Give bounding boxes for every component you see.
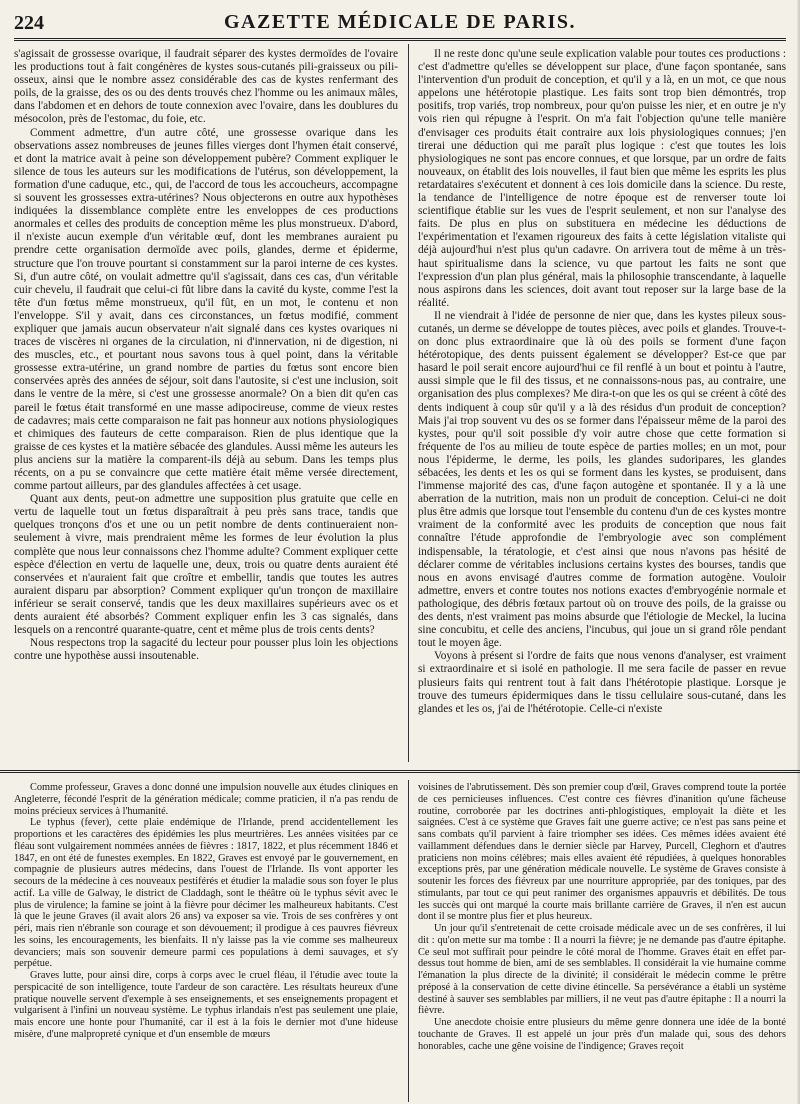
page-header — [14, 10, 786, 38]
header-rule — [14, 38, 786, 41]
paragraph: Voyons à présent si l'ordre de faits que nous venons d'analyser, est vraiment si extraordinaire et si isolé en pathologie. Il me sera facile de passer en revue plusieurs faits qui rentrent tout à fait dans l'hétérotopie plastique. Lorsque je trouve des tumeurs épidermiques dans le tissu cellulaire sous-cutané, dans les glandes et les os, j'ai de l'hétérotopie. Celle-ci n'existe — [418, 650, 786, 715]
paragraph: Une anecdote choisie entre plusieurs du même genre donnera une idée de la bonté touchante de Graves. Il est appelé un jour près d'un malade qui, sous des dehors honorables, cache une gêne voisine de l'indigence; Graves reçoit — [418, 1017, 786, 1052]
paragraph: Nous respectons trop la sagacité du lecteur pour pousser plus loin les objections contre une hypothèse aussi insoutenable. — [14, 637, 398, 663]
paragraph: Comme professeur, Graves a donc donné une impulsion nouvelle aux études cliniques en Angleterre, fécondé l'esprit de la génération médicale; comme praticien, il n'a pas rendu de moins précieux services à l'humanité. — [14, 782, 398, 817]
paragraph: Quant aux dents, peut-on admettre une supposition plus gratuite que celle en vertu de laquelle tout un fœtus disparaîtrait à peu près sans trace, tandis que quelques tronçons d'os et une ou un petit nombre de dents continueraient non-seulement à vivre, mais prendraient même les formes de leur évolution la plus complète que nous leur connaissons chez l'homme adulte? Comment expliquer cette espèce d'élection en vertu de laquelle une, deux, trois ou quatre dents auraient été conservées et n'auraient fait que croître et embellir, tandis que toutes les autres auraient disparu par absorption? Comment expliquer qu'un tronçon de maxillaire inférieur se serait conservé, tandis que les deux maxillaires supérieurs avec os et dents auraient été absorbés? Comment expliquer enfin les 3 cas signalés, dans lesquels on a rencontré quarante-quatre, cent et même plus de trois cents dents? — [14, 493, 398, 637]
paragraph: s'agissait de grossesse ovarique, il faudrait séparer des kystes dermoïdes de l'ovaire les productions tout à fait congénères de kystes sous-cutanés pili-graisseux ou pili-osseux, ainsi que le nombre assez considérable des cas de kystes renfermant des poils, de la graisse, des os ou des dents trouvés chez l'homme ou les animaux mâles, dans l'abdomen et en dehors de toute connexion avec l'ovaire, dans les doublures du mésocolon, près de l'estomac, du foie, etc. — [14, 48, 398, 126]
paragraph: Il ne reste donc qu'une seule explication valable pour toutes ces productions : c'est d'admettre qu'elles se développent sur place, d'une façon spontanée, sans l'intervention d'un produit de conception, et qu'il y a là, en un mot, ce que nous appelons une hétérotopie plastique. Les faits sont trop bien démontrés, trop positifs, trop variés, trop nombreux, pour qu'on puisse les nier, et en outre je n'y vois rien qui répugne à l'esprit. On m'a fait l'objection qu'une telle manière d'envisager ces produits était contraire aux lois physiologiques connues; j'en tirerai une déduction qui me paraît plus logique : c'est que toutes les lois physiologiques ne sont pas encore connues, et que lorsque, par un ordre de faits nouveaux, on établit des lois nouvelles, il faut bien que même les esprits les plus retardataires s'exécutent et donnent à ces lois domicile dans la science. Du reste, la tendance de l'intelligence de notre époque est de renverser toute loi scientifique établie sur les vues de l'esprit seulement, et non sur l'analyse des faits. De plus en plus on substituera en médecine les déductions de l'expérimentation et l'examen rigoureux des faits à cette législation vitaliste qui déjà aujourd'hui n'est plus qu'un cadavre. On arrivera tout de même à un très-haut spiritualisme dans la science, vu que partout les faits ne sont que l'expression d'un plan plus général, mais la philosophie transcendante, à laquelle nous aspirons dans les sciences, doit avant tout reposer sur la large base de la réalité. — [418, 48, 786, 309]
column-divider — [408, 780, 409, 1102]
paragraph: Un jour qu'il s'entretenait de cette croisade médicale avec un de ses confrères, il lui dit : qu'on mette sur ma tombe : Il a nourri la fièvre; je ne demande pas d'autre épitaphe. Ce seul mot suffirait pour peindre le côté moral de l'homme. Graves était en effet par-dessus tout homme de bien, ami de ses semblables. Il considérait la vie humaine comme l'émanation la plus directe de la divinité; il considérait le médecin comme le prêtre préposé à la conservation de cette divine étincelle. Sa persévérance a établi un système destiné à sauver ses semblables par milliers, il ne veut pas d'autre épitaphe : Il a nourri la fièvre. — [418, 923, 786, 1017]
article-column-left — [14, 48, 398, 758]
page-number: 224 — [14, 12, 44, 34]
paragraph: Il ne viendrait à l'idée de personne de nier que, dans les kystes pileux sous-cutanés, un derme se développe de toutes pièces, avec poils et glandes. Trouve-t-on donc plus extraordinaire que là où des poils se forment d'une façon hétérotopique, des dents puissent également se développer? Est-ce que par hasard le poil serait encore aujourd'hui ce fil renflé à un bout et pointu à l'autre, aussi simple que le fil des tissus, et ne connaissons-nous pas, au contraire, une organisation des plus complexes? Me dira-t-on que les os qui se créent à côté des dents indiquent à coup sûr qu'il y a là des résidus d'un produit de conception? Mais j'ai trop souvent vu des os se former dans l'épaisseur même de la paroi des kystes, pour qu'il soit possible d'y voir autre chose que cette formation si fréquente de l'os au milieu de toute espèce de parties molles; en un mot, pour nous l'épiderme, le derme, les poils, les glandes sudoripares, les glandes sébacées, les dents et les os qui se forment dans les kystes, se produisent, dans l'immense majorité des cas, d'une façon autogène et spontanée. Il y a là une aberration de la nutrition, mais non un produit de conception. Celui-ci ne doit plus être admis que lorsque tout l'ensemble du contenu d'un de ces kystes montre vraiment de la conformité avec les produits de conception que nous fait connaître l'étude approfondie de l'embryologie avec son complément indispensable, la tératologie, et c'est ainsi que nous n'avons pas hésité de déclarer comme de véritables inclusions certains kystes des bourses, tandis que nous en avons envisagé d'autres comme de formation autogène. Vouloir admettre, envers et contre toutes nos notions exactes d'embryogénie normale et pathologique, des débris fœtaux partout où on trouve des poils, de la graisse ou des dents, n'est vraiment pas moins absurde que l'étiologie de Meckel, la lucina sine concubitu, et celle des anciens, l'incubus, qui joue un si grand rôle pendant tout le moyen âge. — [418, 309, 786, 650]
paragraph: Comment admettre, d'un autre côté, une grossesse ovarique dans les observations assez nombreuses de jeunes filles vierges dont l'hymen était conservé, et dont la matrice avait à peine son développement pubère? Comment expliquer le silence de tous les auteurs sur les modifications de l'utérus, son développement, la formation d'une caduque, etc., qui, de l'accord de tous les accoucheurs, accompagne si souvent les grossesses extra-utérines? Nous objecterons en outre aux hypothèses indiquées la dissemblance complète entre les enveloppes de ces productions anormales et celles des produits de conception même les plus monstrueux. D'abord, il n'existe aucun exemple d'un véritable œuf, dont les membranes auraient pu prendre cette organisation dermoïde avec poils, glandes, derme et épiderme, structure que l'on trouve pourtant si constamment sur la paroi interne de ces kystes. Si, d'un autre côté, on voulait admettre qu'il s'agissait, dans ces cas, d'un véritable cuir chevelu, il faudrait que celui-ci fût libre dans la cavité du kyste, comme l'est la tête d'un fœtus même monstrueux, qu'il fût, en un mot, le contenu et non l'enveloppe. S'il y avait, dans ces circonstances, un fœtus modifié, comment expliquer que jamais aucun observateur n'ait signalé dans ces kystes ovariques ni traces de viscères ni organes de la circulation, ni d'innervation, ni de digestion, ni des muscles, etc., et pourtant nous savons tous à quel point, dans la véritable grossesse extra-utérine, un grand nombre de parties du fœtus sont encore bien conservées après des années de séjour, soit dans l'autosite, si c'est une inclusion, soit dans le ventre de la mère, si c'est une grossesse anormale? On a bien dit qu'en cas pareil le fœtus était transformé en une masse adipocireuse, comme de vieux restes de cadavres; mais cette comparaison ne fait pas honneur aux notions physiologiques et chimiques des fauteurs de cette comparaison. Rien de plus identique que la graisse de ces kystes et la matière sébacée des glandules. Aussi même les auteurs les plus anciens sur la matière la comparent-ils déjà au sebum. Dans les temps plus récents, on a pu se convaincre que cette matière était même versée directement, comme partout ailleurs, par des glandules affectées à cet usage. — [14, 126, 398, 493]
journal-title: GAZETTE MÉDICALE DE PARIS. — [223, 11, 577, 33]
column-divider — [408, 44, 409, 762]
paragraph: voisines de l'abrutissement. Dès son premier coup d'œil, Graves comprend toute la portée de ces pernicieuses influences. C'est contre ces fièvres d'inanition qu'une fâcheuse routine, corroborée par les doctrines anti-phlogistiques, employait la diète et les saignées. C'est à ce système que Graves fait une guerre active; ce n'est pas sans peine et sans combats qu'il parvient à faire triompher ses idées. Ces mêmes idées avaient été vaillamment défendues dans le dernier siècle par Harvey, Purcell, Cleghorn et d'autres praticiens non moins célèbres; mais elles avaient été répudiées, à quelques honorables exceptions près, par une génération médicale nouvelle. Le système de Graves consiste à soutenir les forces des fiévreux par une nourriture appropriée, par des toniques, par des stimulants, par tout ce qui peut ranimer des organismes appauvris et débilités. De tous les succès qui ont marqué la courte mais brillante carrière de Graves, il n'en est aucun dont il se montre plus fier et plus heureux. — [418, 782, 786, 923]
article-column-right — [418, 48, 786, 758]
feuilleton-column-left — [14, 782, 398, 1100]
feuilleton-rule — [0, 770, 800, 773]
paragraph: Graves lutte, pour ainsi dire, corps à corps avec le cruel fléau, il l'étudie avec toute la perspicacité de son intelligence, toute l'ardeur de son caractère. Les résultats heureux d'une pratique nouvelle servent d'exemple à ses enseignements, et ses enseignements propagent et vulgarisent à l'infini un nouveau système. Le typhus irlandais n'est pas seulement une plaie, mais encore une honte pour l'humanité, car il est à la fois le dernier mot d'une hideuse misère, d'une malpropreté cynique et d'un ensemble de mœurs — [14, 970, 398, 1040]
paragraph: Le typhus (fever), cette plaie endémique de l'Irlande, prend accidentellement les proportions et les caractères des épidémies les plus meurtrières. Les années visitées par ce fléau sont vulgairement nommées années de fièvres : 1817, 1822, et plus récemment 1846 et 1847, en ont été de funestes exemples. En 1822, Graves est envoyé par le gouvernement, en compagnie de plusieurs autres médecins, dans l'ouest de l'Irlande. Ils vont apporter les secours de la médecine à ces nouveaux pestiférés et étudier la maladie sous son foyer le plus actif. La ville de Galway, le district de Claddagh, sont le théâtre où le typhus sévit avec le plus de virulence; la famine se joint à la fièvre pour décimer les malheureux habitants. C'est là que le jeune Graves (il avait alors 26 ans) va exposer sa vie. Trois de ses confrères y ont péri, mais rien n'ébranle son courage et son dévouement; il prodigue à ces pauvres fiévreux les soins, les encouragements, les bienfaits. Il n'y laisse pas la vie comme ses malheureux devanciers; mais son souvenir demeure parmi ces populations à demi sauvages, et s'y perpétue. — [14, 817, 398, 970]
feuilleton-column-right — [418, 782, 786, 1100]
